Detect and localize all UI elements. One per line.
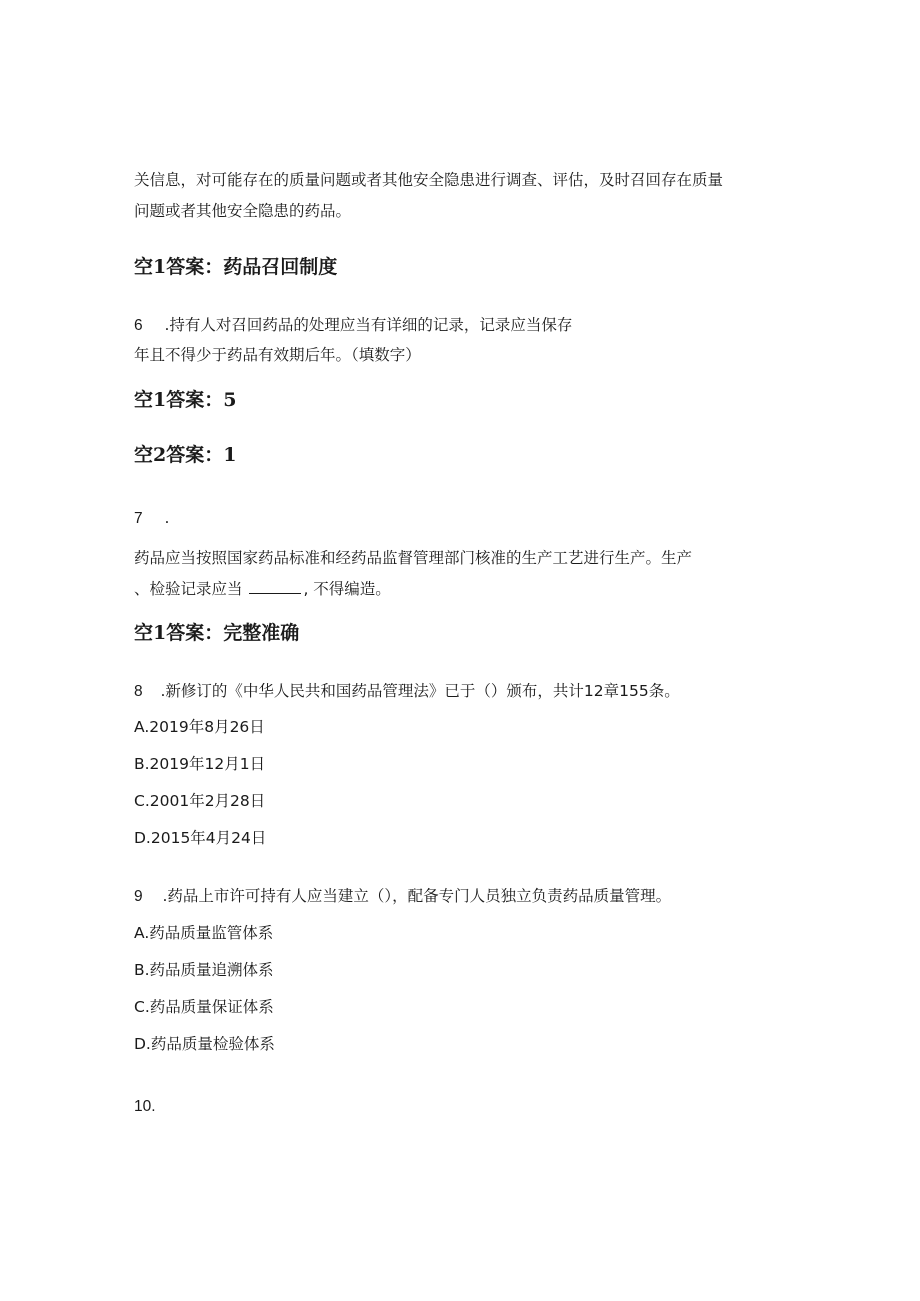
- q7-number: 7: [134, 510, 143, 527]
- q6-answer-2: 空2答案：1: [134, 444, 237, 466]
- q5-text-line-2: 问题或者其他安全隐患的药品。: [134, 202, 352, 220]
- q9-option-b: B.药品质量追溯体系: [134, 961, 274, 979]
- q6-question: [134, 318, 572, 334]
- q9-question: [134, 889, 671, 905]
- q7-fill-blank: [249, 581, 301, 594]
- q9-number: 9: [134, 888, 143, 905]
- q8-option-d: D.2015年4月24日: [134, 829, 267, 847]
- q7-text-line-2-post: , 不得编造。: [303, 580, 391, 598]
- q6-number: 6: [134, 317, 143, 334]
- q6-text-line-2: 年且不得少于药品有效期后年。（填数字）: [134, 346, 421, 364]
- q5-answer-1: 空1答案：药品召回制度: [134, 256, 338, 278]
- q6-answer-1: 空1答案：5: [134, 389, 237, 411]
- q9-option-d: D.药品质量检验体系: [134, 1035, 275, 1053]
- q8-option-b: B.2019年12月1日: [134, 755, 266, 773]
- q9-option-c: C.药品质量保证体系: [134, 998, 274, 1016]
- q9-text: .药品上市许可持有人应当建立（），配备专门人员独立负责药品质量管理。: [162, 887, 672, 905]
- q8-number: 8: [134, 683, 143, 700]
- q7-text-line-2-pre: 、检验记录应当: [134, 580, 243, 598]
- q5-text-line-1: 关信息，对可能存在的质量问题或者其他安全隐患进行调查、评估，及时召回存在质量: [134, 171, 724, 189]
- q8-option-a: A.2019年8月26日: [134, 718, 265, 736]
- q7-dot: .: [164, 509, 170, 527]
- q6-text-line-1: .持有人对召回药品的处理应当有详细的记录，记录应当保存: [164, 316, 573, 334]
- q8-question: [134, 684, 680, 700]
- q7-heading: [134, 511, 169, 527]
- q8-option-c: C.2001年2月28日: [134, 792, 266, 810]
- q10-number: 10.: [134, 1098, 156, 1115]
- q9-option-a: A.药品质量监管体系: [134, 924, 274, 942]
- q7-text-line-1: 药品应当按照国家药品标准和经药品监督管理部门核准的生产工艺进行生产。生产: [134, 549, 693, 567]
- q8-text: .新修订的《中华人民共和国药品管理法》已于（）颁布，共计12章155条。: [160, 682, 680, 700]
- q7-answer-1: 空1答案：完整准确: [134, 622, 300, 644]
- q7-text-line-2: [134, 581, 391, 598]
